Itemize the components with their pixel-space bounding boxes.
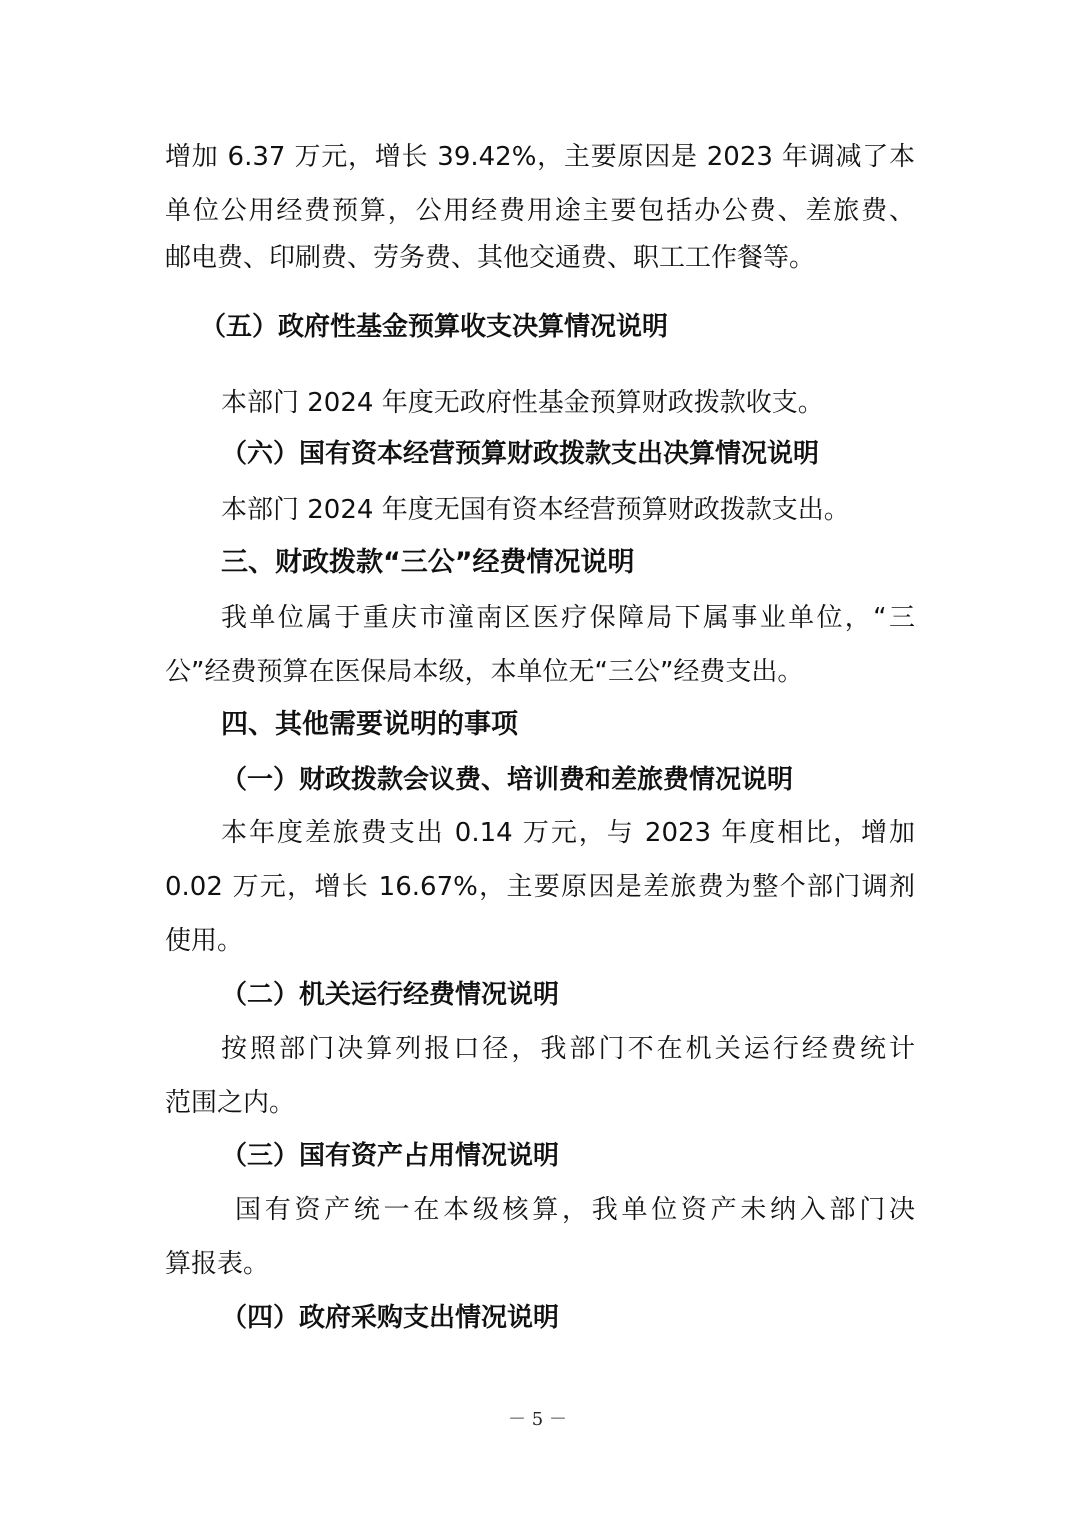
state-assets-line-2: 算报表。 [165,1249,270,1279]
heading-government-fund: （五）政府性基金预算收支决算情况说明 [200,312,669,342]
expense-paragraph-line-1: 增加 6.37 万元，增长 39.42%，主要原因是 2023 年调减了本 [165,142,915,172]
section-three-line-1: 我单位属于重庆市潼南区医疗保障局下属事业单位，“三 [221,603,915,633]
expense-paragraph-line-2: 单位公用经费预算，公用经费用途主要包括办公费、差旅费、 [165,196,915,226]
operation-funds-line-2: 范围之内。 [165,1088,296,1118]
expense-paragraph-line-3: 邮电费、印刷费、劳务费、其他交通费、职工工作餐等。 [165,243,816,273]
paragraph-government-fund: 本部门 2024 年度无政府性基金预算财政拨款收支。 [221,388,824,418]
operation-funds-line-1: 按照部门决算列报口径，我部门不在机关运行经费统计 [221,1034,915,1064]
heading-state-assets: （三）国有资产占用情况说明 [221,1141,560,1171]
heading-state-capital: （六）国有资本经营预算财政拨款支出决算情况说明 [221,439,820,469]
heading-operation-funds: （二）机关运行经费情况说明 [221,980,560,1010]
state-assets-line-1: 国有资产统一在本级核算，我单位资产未纳入部门决 [235,1195,915,1225]
section-three-title: 三、财政拨款“三公”经费情况说明 [221,547,635,578]
paragraph-state-capital: 本部门 2024 年度无国有资本经营预算财政拨款支出。 [221,495,850,525]
meeting-travel-line-2: 0.02 万元，增长 16.67%，主要原因是差旅费为整个部门调剂 [165,872,915,902]
heading-meeting-travel: （一）财政拨款会议费、培训费和差旅费情况说明 [221,765,794,795]
section-three-line-2: 公”经费预算在医保局本级，本单位无“三公”经费支出。 [165,657,804,687]
section-four-title: 四、其他需要说明的事项 [221,709,518,740]
page-number: － 5 － [508,1409,567,1430]
heading-procurement: （四）政府采购支出情况说明 [221,1303,560,1333]
meeting-travel-line-1: 本年度差旅费支出 0.14 万元，与 2023 年度相比，增加 [221,818,915,848]
meeting-travel-line-3: 使用。 [165,926,244,956]
